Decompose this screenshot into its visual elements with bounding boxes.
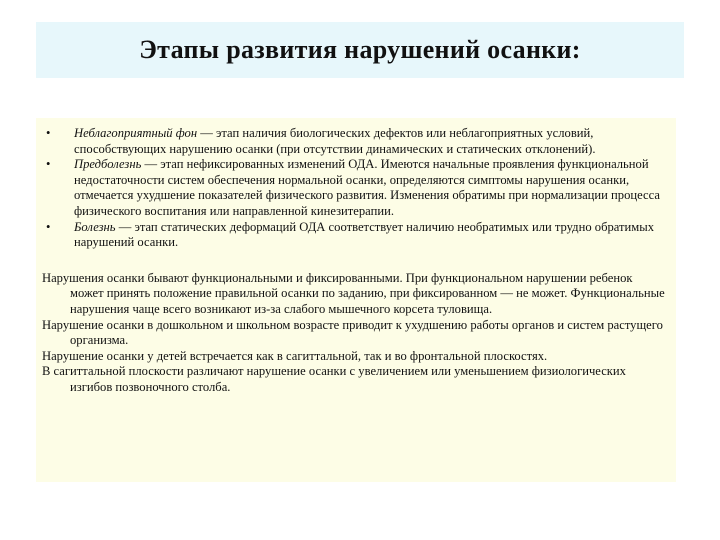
stage-item-pre-disease: [42, 157, 668, 219]
stage-term: Предболезнь: [74, 157, 142, 172]
stages-list: [42, 126, 668, 251]
content-panel: [36, 118, 676, 482]
stage-description: — этап нефиксированных изменений ОДА. Имеются начальные проявления функциональной недостаточности систем обеспечения нормальной осанки, определяются симптомы нарушения осанки, отмечается ухудшение показателей физического развития. Изменения обратимы при нормализации процесса физического воспитания или направленной кинезитерапии.: [74, 157, 660, 218]
slide-title: Этапы развития нарушений осанки:: [139, 35, 581, 64]
bullet-icon: •: [46, 126, 51, 140]
stage-item-unfavorable-background: [42, 126, 668, 157]
paragraph-consequences: Нарушение осанки в дошкольном и школьном возрасте приводит к ухудшению работы органов и систем растущего организма.: [42, 317, 663, 348]
stage-term: Неблагоприятный фон: [74, 126, 198, 140]
paragraph-functional-fixed: Нарушения осанки бывают функциональными и фиксированными. При функциональном нарушении ребенок может принять положение правильной осанки по заданию, при фиксированном — не может. Функциональные нарушения чаще всего возникают из-за слабого мышечного корсета туловища.: [42, 270, 665, 316]
paragraph-planes: Нарушение осанки у детей встречается как в сагиттальной, так и во фронтальной плоскостях.: [42, 348, 548, 363]
bullet-icon: •: [46, 219, 51, 234]
paragraph-sagittal: В сагиттальной плоскости различают нарушение осанки с увеличением или уменьшением физиологических изгибов позвоночного столба.: [42, 364, 626, 394]
title-banner: [36, 22, 684, 78]
stage-item-disease: [42, 220, 668, 251]
stage-description: — этап статических деформаций ОДА соответствует наличию необратимых или трудно обратимых нарушений осанки.: [74, 219, 655, 250]
bullet-icon: •: [46, 157, 51, 172]
stage-term: Болезнь: [74, 219, 116, 234]
stage-description: — этап наличия биологических дефектов или неблагоприятных условий, способствующих нарушению осанки (при отсутствии динамических и статических отклонений).: [74, 126, 596, 156]
